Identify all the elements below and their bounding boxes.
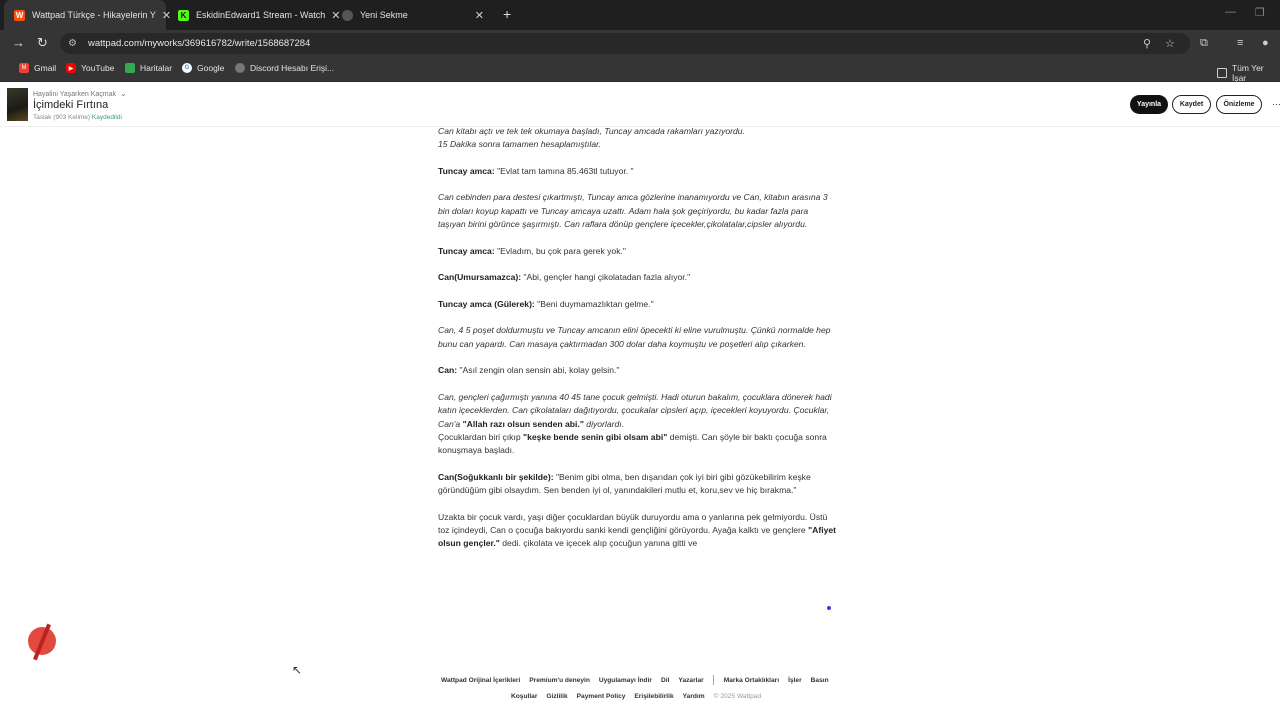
tab-title: EskidinEdward1 Stream - Watch (196, 10, 326, 20)
chevron-down-icon: ⌄ (120, 89, 127, 98)
paragraph (438, 298, 838, 311)
footer-link[interactable]: Basın (810, 676, 829, 684)
saved-status: Kaydedildi (91, 114, 122, 121)
text: "Asıl zengin olan sensin abi, kolay gelsin." (457, 365, 620, 376)
footer-divider (713, 675, 714, 685)
bookmark-google[interactable] (182, 63, 224, 73)
footer-link[interactable]: Koşullar (511, 693, 538, 700)
draft-status (33, 114, 122, 121)
footer-links-row1 (441, 675, 838, 685)
close-icon[interactable]: ✕ (474, 9, 484, 22)
story-cover[interactable] (7, 88, 28, 121)
bookmark-gmail[interactable] (19, 63, 56, 73)
paragraph (438, 364, 838, 377)
bookmark-label: Haritalar (140, 63, 173, 73)
text: "Beni duymamazlıktan gelme." (534, 298, 654, 309)
globe-icon (235, 63, 245, 73)
bookmarks-bar (0, 57, 1280, 82)
text: diyorlardı. (583, 418, 625, 429)
gmail-icon: M (19, 63, 29, 73)
text: 15 Dakika sonra tamamen hesaplamıştılar. (438, 139, 602, 150)
text: Can kitabı açtı ve tek tek okumaya başladı, Tuncay amcada rakamları yazıyordu. (438, 126, 745, 136)
bookmark-maps[interactable] (125, 63, 172, 73)
forward-icon[interactable]: → (12, 35, 25, 50)
part-title: İçimdeki Fırtına (33, 99, 109, 111)
profile-icon[interactable]: ● (1262, 37, 1269, 49)
word-count: Taslak (903 Kelime) (33, 114, 91, 121)
story-editor[interactable] (438, 125, 838, 564)
paragraph (438, 125, 838, 152)
footer-link[interactable]: İşler (788, 676, 802, 684)
address-bar[interactable] (60, 33, 1190, 54)
all-bookmarks[interactable] (1217, 63, 1280, 83)
paragraph (438, 391, 838, 457)
paragraph (438, 271, 838, 284)
site-info-icon[interactable]: ⚙ (68, 37, 77, 49)
tab-search-icon[interactable]: ≡ (1237, 37, 1244, 49)
bookmark-label: Gmail (34, 63, 57, 73)
bookmark-discord[interactable] (235, 63, 334, 73)
tab-title: Yeni Sekme (360, 10, 408, 20)
text: Can, gençleri çağırmıştı yanına 40 45 tane çocuk gelmişti. Hadi oturun bakalım, çocuklara dönerek hadi katın içeceklerden. Can çikolataları dağıtıyordu, çocukalar cipsleri açıp, içecekleri koyuyordu. Çocuklar, Can'a (438, 391, 832, 429)
paragraph (438, 471, 838, 498)
save-button[interactable]: Kaydet (1172, 95, 1211, 114)
kick-icon: K (178, 10, 189, 21)
footer-link[interactable]: Marka Ortaklıkları (723, 676, 780, 684)
maps-icon (125, 63, 135, 73)
paragraph (438, 245, 838, 258)
bold-text: "Allah razı olsun senden abi." (462, 418, 584, 429)
text: demişti. Can şöyle bir baktı çocuğa sonra konuşmaya başladı. (438, 431, 827, 456)
bookmark-youtube[interactable] (66, 63, 114, 73)
footer-link[interactable]: Gizlilik (546, 693, 568, 700)
copyright: © 2025 Wattpad (713, 693, 762, 700)
publish-button[interactable]: Yayınla (1130, 95, 1168, 114)
close-icon[interactable]: ✕ (331, 9, 341, 22)
text: "Evlat tam tamına 85.463tl tutuyor. " (494, 165, 634, 176)
bookmark-label: YouTube (81, 63, 115, 73)
editor-cursor-indicator (827, 606, 831, 610)
footer-link[interactable]: Yardım (682, 693, 705, 700)
story-title: Hayalini Yaşarken Kaçmak (33, 91, 117, 98)
paragraph (438, 511, 838, 551)
wattpad-icon: W (15, 10, 24, 20)
footer-link[interactable]: Premium'u deneyin (529, 676, 590, 684)
zoom-icon[interactable]: ⚲ (1143, 38, 1152, 50)
chrome-icon (342, 10, 353, 21)
maximize-icon[interactable]: ❐ (1255, 7, 1265, 19)
footer-link[interactable]: Erişilebilirlik (634, 693, 674, 700)
url-text: wattpad.com/myworks/369616782/write/1568687284 (88, 38, 311, 49)
speaker: Can: (438, 365, 458, 376)
text: Uzakta bir çocuk vardı, yaşı diğer çocuklardan büyük duruyordu ama o yanlarına pek gelmiyordu. Üstü toz içindeydi, Can o çocuğa bakıyordu sanki kendi gençliğini görüyordu. Ayağa kalktı ve gençlere (438, 511, 828, 535)
extensions-icon[interactable]: ⧉ (1200, 37, 1208, 49)
speaker: Tuncay amca: (438, 245, 495, 256)
paragraph: Can cebinden para destesi çıkartmıştı, Tuncay amca gözlerine inanamıyordu ve Can, kitabın arasına 3 bin doları koyup kapattı ve Tuncay amcaya uzattı. Adam hala şok geçiriyordu, bu kadar fazla para taşıyan birini görünce şaşırmıştı. Can raflara dönüp gençlere içecekler,çikolatalar,cipsler alıyordu. (438, 192, 828, 230)
footer-link[interactable]: Yazarlar (678, 676, 704, 684)
paragraph (438, 165, 838, 178)
bold-text: "Afiyet olsun gençler." (438, 524, 837, 549)
footer-link[interactable]: Uygulamayı İndir (598, 676, 652, 684)
footer-links-row2 (511, 693, 770, 700)
speaker: Can(Soğukkanlı bir şekilde): (438, 471, 554, 482)
browser-tab-bar (0, 0, 1280, 30)
text: dedi. çikolata ve içecek alıp çocuğun yanına gitti ve (499, 538, 698, 549)
text: Çocuklardan biri çıkıp (438, 431, 524, 442)
bookmark-label: Discord Hesabı Erişi... (250, 63, 335, 73)
folder-icon (1217, 68, 1227, 78)
mouse-pointer-icon: ↖ (292, 663, 303, 677)
star-icon[interactable]: ☆ (1165, 38, 1175, 50)
watermark-logo (28, 625, 228, 665)
editor-header (0, 83, 1280, 127)
google-icon: G (182, 63, 192, 73)
speaker: Tuncay amca: (438, 165, 495, 176)
footer-link[interactable]: Payment Policy (576, 693, 626, 700)
tab-new[interactable] (332, 0, 494, 30)
bookmark-label: Tüm Yer İşar (1231, 63, 1264, 83)
youtube-icon: ▶ (66, 63, 76, 73)
tab-title: Wattpad Türkçe - Hikayelerin Y (32, 10, 156, 20)
text: "Abi, gençler hangi çikolatadan fazla alıyor." (521, 272, 691, 283)
speaker: Can(Umursamazca): (438, 272, 522, 283)
story-selector[interactable] (33, 89, 127, 98)
reload-icon[interactable]: ↻ (37, 35, 48, 50)
tab-kick[interactable] (168, 0, 341, 30)
text: "Benim gibi olma, ben dışarıdan çok iyi biri gibi gözükebilirim keşke göründüğüm gibi olsaydım. Sen benden iyi ol, yanındakileri mutlu et, koru,sev ve hiç bırakma." (438, 471, 811, 496)
footer-link[interactable]: Dil (660, 676, 670, 684)
bold-text: "keşke bende senin gibi olsam abi" (523, 431, 668, 442)
paragraph: Can, 4 5 poşet doldurmuştu ve Tuncay amcanın elini öpecekti ki eline vurulmuştu. Çünkü normalde hep bunu can yapardı. Can masaya çaktırmadan 300 dolar daha koymuştu ve poşetleri alıp çıkarken. (438, 325, 831, 349)
bookmark-label: Google (197, 63, 225, 73)
new-tab-button[interactable]: + (503, 6, 512, 22)
speaker: Tuncay amca (Gülerek): (438, 298, 535, 309)
close-icon[interactable]: ✕ (161, 9, 172, 22)
preview-button[interactable]: Önizleme (1216, 95, 1262, 114)
footer-link[interactable]: Wattpad Orijinal İçerikleri (441, 676, 521, 684)
minimize-icon[interactable]: — (1225, 6, 1236, 18)
tab-wattpad[interactable] (4, 0, 172, 30)
more-options-icon[interactable]: ··· (1272, 99, 1281, 109)
text: "Evladım, bu çok para gerek yok." (494, 245, 626, 256)
browser-toolbar (0, 30, 1280, 57)
